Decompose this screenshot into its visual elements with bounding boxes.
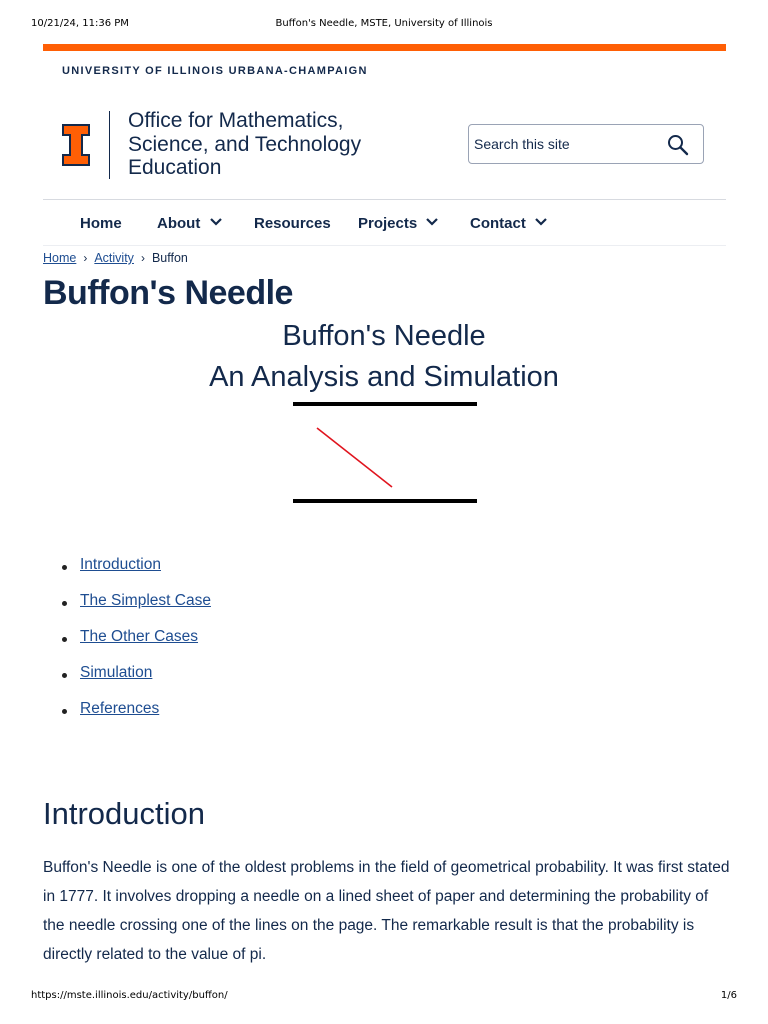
search-icon [667,134,689,156]
nav-contact-label: Contact [470,215,526,232]
chevron-down-icon [534,217,548,227]
site-title-line-1: Office for Mathematics, [128,109,344,132]
toc-link-introduction[interactable]: Introduction [80,556,161,573]
print-doc-title: Buffon's Needle, MSTE, University of Illinois [275,18,493,29]
intro-paragraph: Buffon's Needle is one of the oldest problems in the field of geometrical probability. It was first stated in 1777. It involves dropping a needle on a lined sheet of paper and determining the probability of the needle crossing one of the lines on the page. The remarkable result is that the probability is directly related to the value of pi. [43,859,730,963]
bullet-icon [62,637,67,642]
nav-resources-label: Resources [254,215,331,232]
site-title[interactable] [128,109,428,180]
search-button[interactable] [667,134,689,156]
block-i-logo[interactable] [62,124,90,166]
toc-link-references[interactable]: References [80,700,160,717]
site-title-line-2: Science, and Technology [128,132,362,156]
bullet-icon [62,601,67,606]
nav-home-label: Home [80,215,122,232]
search-input[interactable] [474,133,654,155]
nav-divider-top [43,199,726,200]
logo-divider [109,111,110,179]
chevron-right-icon: › [140,251,145,265]
breadcrumb-current: Buffon [151,251,188,265]
breadcrumb-home[interactable]: Home [43,251,77,265]
nav-projects[interactable] [358,215,439,232]
print-url: https://mste.illinois.edu/activity/buffon/ [31,990,228,1001]
print-datetime: 10/21/24, 11:36 PM [31,18,129,29]
print-page-number: 1/6 [720,990,737,1001]
needle [317,428,392,487]
page-subtitle: Buffon's Needle [282,320,486,352]
ruled-line-bottom [293,499,477,503]
site-title-line-3: Education [128,156,222,179]
bullet-icon [62,673,67,678]
section-heading-introduction: Introduction [43,796,205,831]
bullet-icon [62,565,67,570]
page-title: Buffon's Needle [43,274,293,312]
search-box [468,124,704,164]
breadcrumb-activity[interactable]: Activity [94,251,134,265]
toc-link-other-cases[interactable]: The Other Cases [80,628,199,645]
nav-projects-label: Projects [358,215,418,232]
bullet-icon [62,709,67,714]
toc-link-simulation[interactable]: Simulation [80,664,153,681]
toc-link-simplest-case[interactable]: The Simplest Case [80,592,211,609]
chevron-down-icon [209,217,223,227]
page-subtitle-2: An Analysis and Simulation [209,361,559,393]
nav-about-label: About [157,215,201,232]
chevron-down-icon [425,217,439,227]
nav-home[interactable] [80,215,122,232]
university-wordmark[interactable]: UNIVERSITY OF ILLINOIS URBANA-CHAMPAIGN [62,65,368,77]
nav-about[interactable] [157,215,223,232]
breadcrumb [43,251,188,265]
nav-contact[interactable] [470,215,548,232]
nav-resources[interactable] [254,215,331,232]
print-header [31,18,737,32]
brand-bar [43,44,726,51]
chevron-right-icon: › [83,251,88,265]
needle-illustration [290,398,480,506]
print-footer [31,990,737,1004]
nav-divider-bottom [43,245,726,246]
ruled-line-top [293,402,477,406]
